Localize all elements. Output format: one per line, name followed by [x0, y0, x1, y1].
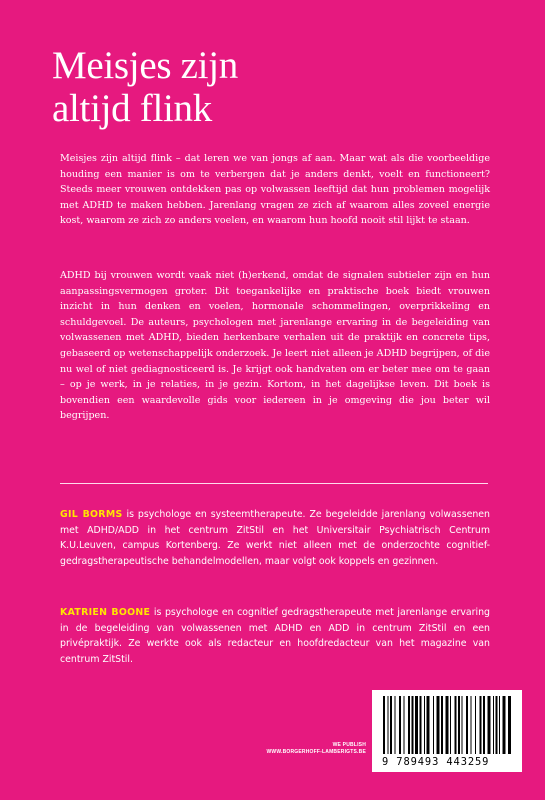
author-bio-2 — [60, 605, 490, 667]
author-bio-text-1: is psychologe en systeemtherapeute. Ze begeleidde jarenlang volwassenen met ADHD/ADD in het centrum ZitStil en het Universitair Psychiatrisch Centrum K.U.Leuven, campus Kortenberg. Ze werkt niet alleen met de onderzochte cognitief-gedragstherapeutische behandelmodellen, maar volgt ook koppels en gezinnen. — [60, 509, 490, 567]
isbn-number: 9 789493 443259 — [382, 756, 490, 768]
publisher-tagline-block — [248, 742, 366, 756]
title-line-1: Meisjes zijn — [52, 44, 238, 87]
barcode-bars — [381, 696, 513, 754]
author-name-1: GIL BORMS — [60, 509, 123, 520]
author-bio-text-2: is psychologe en cognitief gedragstherapeute met jarenlange ervaring in de begeleiding van volwassenen met ADHD en ADD in centrum ZitStil en een privépraktijk. Ze werkte ook als redacteur en hoofdredacteur van het magazine van centrum ZitStil. — [60, 607, 490, 665]
publisher-website: WWW.BORGERHOFF-LAMBERIGTS.BE — [266, 749, 366, 755]
blurb-paragraph-1: Meisjes zijn altijd flink – dat leren we van jongs af aan. Maar wat als die voorbeeldige houding een manier is om te verbergen dat je anders denkt, voelt en functioneert? Steeds meer vrouwen ontdekken pas op volwassen leeftijd dat hun problemen mogelijk met ADHD te maken hebben. Jarenlang vragen ze zich af waarom alles zoveel energie kost, waarom ze zich zo anders voelen, en waarom hun hoofd nooit stil lijkt te staan. — [60, 153, 490, 227]
author-bio-1 — [60, 507, 490, 569]
publisher-tagline: WE PUBLISH — [332, 742, 366, 748]
barcode — [372, 690, 522, 772]
title-line-2: altijd flink — [52, 87, 212, 130]
author-name-2: KATRIEN BOONE — [60, 607, 151, 618]
book-title — [52, 44, 238, 130]
blurb-paragraph-2: ADHD bij vrouwen wordt vaak niet (h)erkend, omdat de signalen subtieler zijn en hun aanpassingsvermogen groter. Dit toegankelijke en praktische boek biedt vrouwen inzicht in hun denken en voelen, hormonale schommelingen, overprikkeling en schuldgevoel. De auteurs, psychologen met jarenlange ervaring in de begeleiding van volwassenen met ADHD, bieden herkenbare verhalen uit de praktijk en concrete tips, gebaseerd op wetenschappelijk onderzoek. Je leert niet alleen je ADHD begrijpen, of die nu wel of niet gediagnosticeerd is. Je krijgt ook handvaten om er beter mee om te gaan – op je werk, in je relaties, in je gezin. Kortom, in het dagelijkse leven. Dit boek is bovendien een waardevolle gids voor iedereen in je omgeving die jou beter wil begrijpen. — [60, 270, 490, 422]
section-divider — [60, 483, 488, 484]
